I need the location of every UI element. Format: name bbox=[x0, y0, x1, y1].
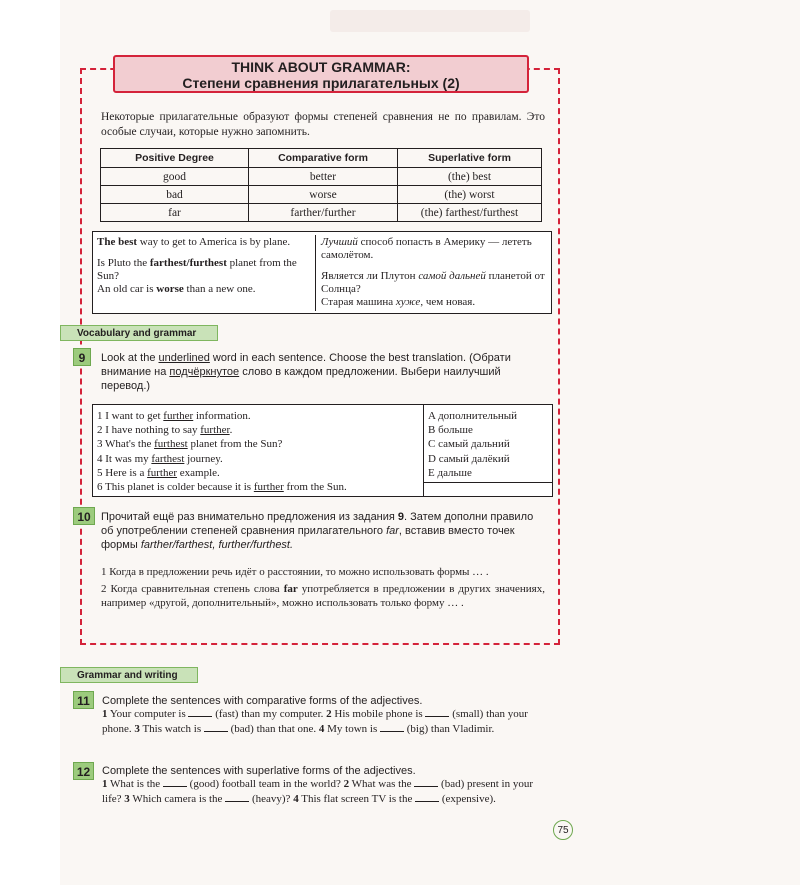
answer-blank[interactable] bbox=[415, 792, 439, 802]
grammar-intro: Некоторые прилагательные образуют формы степеней сравнения не по правилам. Это особые случаи, которые нужно запомнить. bbox=[101, 111, 545, 138]
rule-list bbox=[101, 565, 545, 613]
table-cell: worse bbox=[249, 186, 398, 204]
example-italic: хуже bbox=[395, 296, 421, 308]
exercise-9-instruction bbox=[101, 351, 547, 393]
example-italic: самой дальней bbox=[418, 270, 486, 282]
example-text: than a new one. bbox=[183, 283, 256, 295]
instr-text: . Затем дополни правило об употреблении степеней сравнения прилагательного bbox=[101, 511, 534, 537]
exercise-11-number: 11 bbox=[73, 691, 94, 709]
exercise-12-number: 12 bbox=[73, 762, 94, 780]
option-d: D самый далёкий bbox=[428, 452, 510, 465]
list-item: 2 I have nothing to say further. bbox=[97, 424, 233, 437]
answer-blank[interactable] bbox=[225, 792, 249, 802]
example-bold: farthest/furthest bbox=[149, 257, 227, 269]
example-bold: worse bbox=[156, 283, 184, 295]
table-cell: better bbox=[249, 168, 398, 186]
list-item: 1 I want to get further information. bbox=[97, 410, 251, 422]
answer-blank[interactable] bbox=[163, 777, 187, 787]
rule-item-1: 1 Когда в предложении речь идёт о расстоянии, то можно использовать формы … . bbox=[101, 566, 489, 578]
list-item: 5 Here is a further example. bbox=[97, 466, 220, 479]
table-row bbox=[101, 168, 542, 186]
example-en-1 bbox=[97, 236, 311, 249]
instr-bold: 9 bbox=[397, 511, 405, 523]
header-superlative: Superlative form bbox=[398, 149, 542, 168]
example-en-3 bbox=[97, 283, 311, 296]
example-bold: The best bbox=[97, 236, 138, 248]
grammar-title: THINK ABOUT GRAMMAR: bbox=[231, 59, 411, 75]
example-en-2 bbox=[97, 257, 311, 283]
translation-box bbox=[92, 404, 553, 497]
instr-text: слово в каждом предложении. Выбери наилучший перевод.) bbox=[101, 366, 501, 392]
list-item: 4 It was my farthest journey. bbox=[97, 452, 223, 465]
examples-english bbox=[97, 236, 311, 296]
page-number: 75 bbox=[553, 820, 573, 840]
answer-blank[interactable] bbox=[414, 777, 438, 787]
instr-text: Прочитай ещё раз внимательно предложения из задания bbox=[101, 511, 398, 523]
exercise-11-instruction: Complete the sentences with comparative forms of the adjectives. bbox=[102, 695, 423, 707]
header-comparative: Comparative form bbox=[249, 149, 398, 168]
translation-options bbox=[428, 409, 548, 480]
exercise-11-sentences: 1 Your computer is (fast) than my computer. 2 His mobile phone is (small) than your phone. 3 This watch is (bad) than that one. 4 My town is (big) than Vladimir. bbox=[102, 708, 528, 735]
instr-italic: farther/farthest, further/furthest. bbox=[140, 539, 294, 551]
instr-text: , вставив вместо точек формы bbox=[101, 525, 515, 551]
rule-item-2: 2 Когда сравнительная степень слова far употребляется в предложении в других значениях, например «другой, дополнительный», можно использовать только форму … . bbox=[101, 583, 545, 609]
answer-blank[interactable] bbox=[425, 707, 449, 717]
table-cell: farther/further bbox=[249, 204, 398, 222]
example-ru-1 bbox=[321, 236, 547, 262]
grammar-subtitle: Степени сравнения прилагательных (2) bbox=[182, 75, 460, 91]
example-text: planet from the Sun? bbox=[97, 257, 297, 282]
example-text: Старая машина bbox=[321, 296, 396, 308]
instr-underlined: подчёркнутое bbox=[169, 366, 240, 378]
option-a: A дополнительный bbox=[428, 410, 518, 422]
exercise-10-instruction bbox=[101, 510, 547, 552]
examples-box bbox=[92, 231, 552, 314]
section-tab-writing: Grammar and writing bbox=[60, 667, 198, 683]
section-tab-vocabulary: Vocabulary and grammar bbox=[60, 325, 218, 341]
example-text: планетой от Солнца? bbox=[321, 270, 545, 295]
grammar-title-box bbox=[113, 55, 529, 93]
example-text: Is Pluto the bbox=[97, 257, 150, 269]
translation-bottom-line bbox=[423, 482, 553, 483]
example-ru-3 bbox=[321, 296, 547, 309]
degrees-table bbox=[100, 148, 542, 222]
table-cell: (the) best bbox=[398, 168, 542, 186]
list-item: 6 This planet is colder because it is further from the Sun. bbox=[97, 481, 347, 494]
exercise-9-number: 9 bbox=[73, 348, 91, 366]
exercise-10-number: 10 bbox=[73, 507, 95, 525]
answer-blank[interactable] bbox=[188, 707, 212, 717]
option-e: E дальше bbox=[428, 466, 472, 479]
instr-italic: far bbox=[386, 525, 399, 537]
table-row bbox=[101, 204, 542, 222]
table-cell: (the) worst bbox=[398, 186, 542, 204]
table-header-row bbox=[101, 149, 542, 168]
table-cell: bad bbox=[101, 186, 249, 204]
answer-blank[interactable] bbox=[380, 722, 404, 732]
exercise-12-instruction: Complete the sentences with superlative forms of the adjectives. bbox=[102, 765, 416, 777]
sentence-list bbox=[97, 409, 417, 494]
example-ru-2 bbox=[321, 270, 547, 296]
table-cell: good bbox=[101, 168, 249, 186]
exercise-12-sentences: 1 What is the (good) football team in the world? 2 What was the (bad) present in your life? 3 Which camera is the (heavy)? 4 This flat screen TV is the (expensive). bbox=[102, 778, 533, 805]
header-positive: Positive Degree bbox=[101, 149, 249, 168]
example-italic: Лучший bbox=[321, 236, 358, 248]
table-row bbox=[101, 186, 542, 204]
answer-blank[interactable] bbox=[204, 722, 228, 732]
instr-text: Look at the bbox=[101, 352, 159, 364]
faded-header-ghost bbox=[330, 10, 530, 32]
option-c: C самый дальний bbox=[428, 438, 510, 451]
example-text: способ попасть в Америку — лететь самолётом. bbox=[321, 236, 532, 261]
table-cell: (the) farthest/furthest bbox=[398, 204, 542, 222]
instr-underlined: underlined bbox=[158, 352, 210, 364]
option-b: B больше bbox=[428, 424, 473, 437]
example-text: Является ли Плутон bbox=[321, 270, 419, 282]
example-text: way to get to America is by plane. bbox=[137, 236, 291, 248]
table-cell: far bbox=[101, 204, 249, 222]
example-text: , чем новая. bbox=[420, 296, 476, 308]
example-text: An old car is bbox=[97, 283, 157, 295]
translation-divider bbox=[423, 405, 424, 497]
instr-text: word in each sentence. Choose the best translation. (Обрати внимание на bbox=[101, 352, 511, 378]
examples-divider bbox=[315, 235, 316, 311]
examples-russian bbox=[321, 236, 547, 309]
list-item: 3 What's the furthest planet from the Sun? bbox=[97, 438, 283, 451]
